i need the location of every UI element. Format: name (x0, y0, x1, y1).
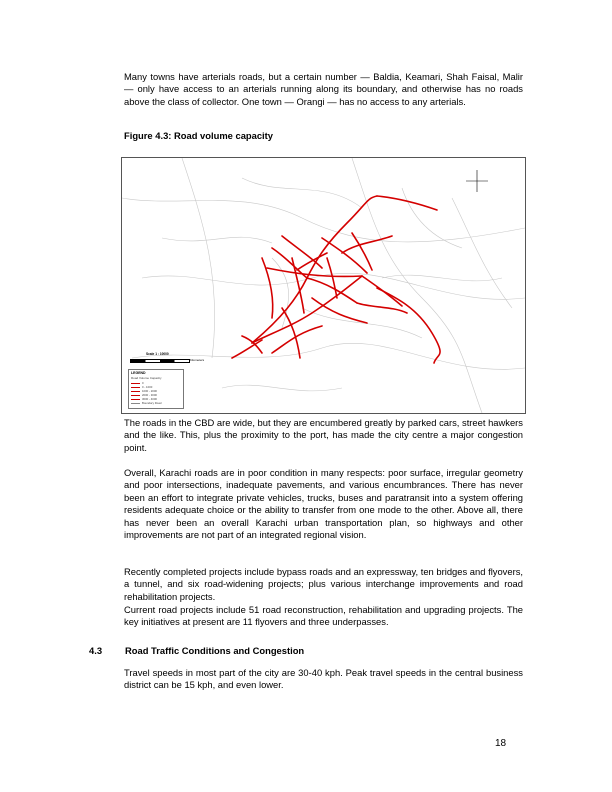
completed-projects-paragraph: Recently completed projects include bypass roads and an expressway, ten bridges and flyovers, a tunnel, and six road-widening projects; plus various interchange improvements and road rehabilitation projects. (124, 566, 523, 602)
legend-swatch (131, 395, 140, 396)
section-paragraph: Travel speeds in most part of the city are 30-40 kph. Peak travel speeds in the central business district can be 15 kph, and even lower. (124, 667, 523, 691)
road-condition-paragraph: Overall, Karachi roads are in poor condition in many respects: poor surface, irregular geometry and poor intersections, inadequate pavements, and various encumbrances. There has never been an effort to integrate private vehicles, trucks, buses and paratransit into a system offering residents adequate choice or the ability to transfer from one mode to the other. Above all, there has never been an overall Karachi urban transportation plan, so highways and other improvements are not part of an integrated regional vision. (124, 467, 523, 541)
section-heading (89, 645, 304, 656)
legend-item: 2000 - 3000 (142, 393, 157, 397)
legend-swatch (131, 387, 140, 388)
road-volume-map (121, 157, 526, 414)
cbd-paragraph: The roads in the CBD are wide, but they are encumbered greatly by parked cars, street hawkers and the like. This, plus the proximity to the port, has made the city centre a major congestion point. (124, 417, 523, 453)
map-legend (128, 369, 184, 409)
current-projects-paragraph: Current road projects include 51 road reconstruction, rehabilitation and upgrading projects. The key initiatives at present are 11 flyovers and three underpasses. (124, 604, 523, 628)
legend-swatch (131, 399, 140, 400)
map-scale-bar (130, 359, 190, 363)
legend-swatch (131, 391, 140, 392)
legend-subtitle: Road Volume Capacity (131, 376, 162, 380)
legend-title: LEGEND (131, 371, 146, 375)
north-arrow (466, 170, 488, 192)
legend-item: 3000 - 4000 (142, 397, 157, 401)
legend-item: 0 - 1000 (142, 385, 153, 389)
map-scale-unit: Kilometers (190, 358, 205, 362)
page-number: 18 (495, 738, 507, 749)
intro-paragraph: Many towns have arterials roads, but a certain number — Baldia, Keamari, Shah Faisal, Malir — only have access to an arterials running along its boundary, and otherwise has no roads above the class of collector. One town — Orangi — has no access to any arterials. (124, 71, 523, 107)
section-title: Road Traffic Conditions and Congestion (125, 645, 305, 656)
legend-swatch (131, 403, 140, 404)
map-scale-label: Scale 1 : 10000 (146, 352, 169, 356)
major-roads (232, 196, 440, 363)
legend-item: 1000 - 2000 (142, 389, 157, 393)
section-number: 4.3 (89, 645, 103, 656)
legend-item: 0 (142, 381, 144, 385)
figure-caption: Figure 4.3: Road volume capacity (124, 130, 274, 141)
legend-item: Boundary Road (142, 401, 162, 405)
legend-swatch (131, 383, 140, 384)
